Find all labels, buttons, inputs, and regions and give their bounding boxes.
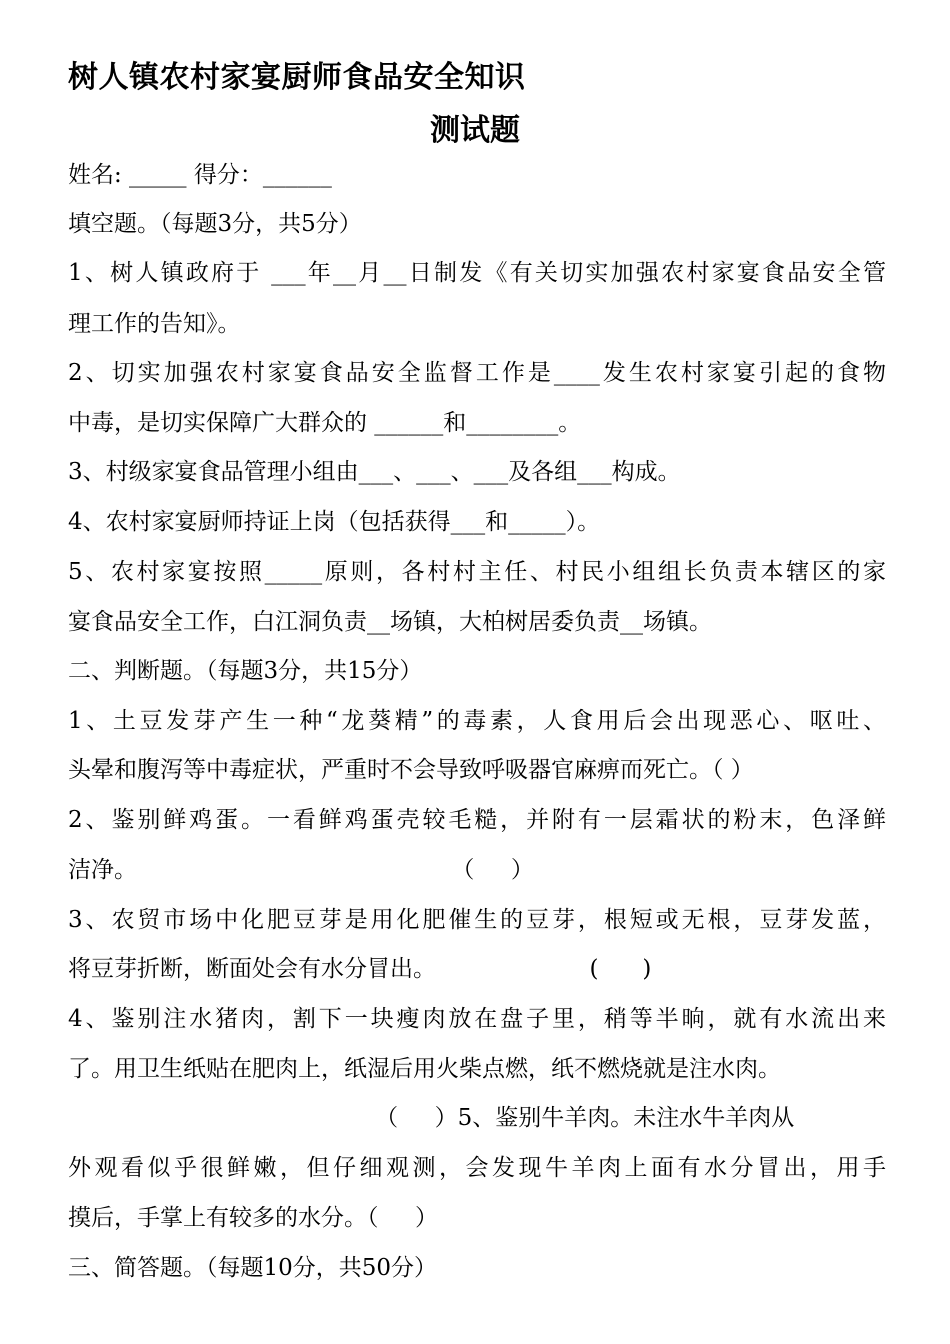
- question-line: 3、村级家宴食品管理小组由___、___、___及各组___构成。: [68, 459, 681, 485]
- question-line: 摸后，手掌上有较多的水分。（ ）: [68, 1205, 439, 1231]
- exam-subtitle: 测试题: [430, 113, 520, 148]
- question-line: （ ）5、鉴别牛羊肉。未注水牛羊肉从: [68, 1105, 795, 1131]
- section-fill-blank-heading: 填空题。（每题3分，共5分）: [68, 211, 362, 237]
- question-line: 将豆芽折断，断面处会有水分冒出。 ( ): [68, 956, 652, 982]
- question-line: 了。用卫生纸贴在肥肉上，纸湿后用火柴点燃，纸不燃烧就是注水肉。: [68, 1056, 781, 1082]
- question-line: 2、切实加强农村家宴食品安全监督工作是____发生农村家宴引起的食物: [68, 360, 886, 386]
- question-line: 3、农贸市场中化肥豆芽是用化肥催生的豆芽，根短或无根，豆芽发蓝，: [68, 907, 886, 933]
- question-line: 中毒，是切实保障广大群众的 ______和________。: [68, 410, 582, 436]
- question-line: 理工作的告知》。: [68, 311, 241, 337]
- exam-title: 树人镇农村家宴厨师食品安全知识: [68, 60, 526, 95]
- question-line: 洁净。 （ ）: [68, 857, 534, 883]
- name-score-line: 姓名: _____ 得分：______: [68, 162, 332, 188]
- section-short-answer-heading: 三、简答题。（每题10分，共50分）: [68, 1255, 438, 1281]
- question-line: 2、鉴别鲜鸡蛋。一看鲜鸡蛋壳较毛糙，并附有一层霜状的粉末，色泽鲜: [68, 807, 886, 833]
- question-line: 头晕和腹泻等中毒症状，严重时不会导致呼吸器官麻痹而死亡。（ ）: [68, 757, 754, 783]
- question-line: 5、农村家宴按照_____原则，各村村主任、村民小组组长负责本辖区的家: [68, 559, 886, 585]
- question-line: 1、树人镇政府于 ___年__月__日制发《有关切实加强农村家宴食品安全管: [68, 260, 886, 286]
- question-line: 4、农村家宴厨师持证上岗（包括获得___和_____）。: [68, 509, 601, 535]
- question-line: 4、鉴别注水猪肉，割下一块瘦肉放在盘子里，稍等半晌，就有水流出来: [68, 1006, 886, 1032]
- question-line: 1、土豆发芽产生一种“龙葵精”的毒素，人食用后会出现恶心、呕吐、: [68, 708, 886, 734]
- section-true-false-heading: 二、判断题。（每题3分，共15分）: [68, 658, 423, 684]
- question-line: 宴食品安全工作，白江洞负责__场镇，大柏树居委负责__场镇。: [68, 609, 712, 635]
- question-line: 外观看似乎很鲜嫩，但仔细观测，会发现牛羊肉上面有水分冒出，用手: [68, 1155, 886, 1181]
